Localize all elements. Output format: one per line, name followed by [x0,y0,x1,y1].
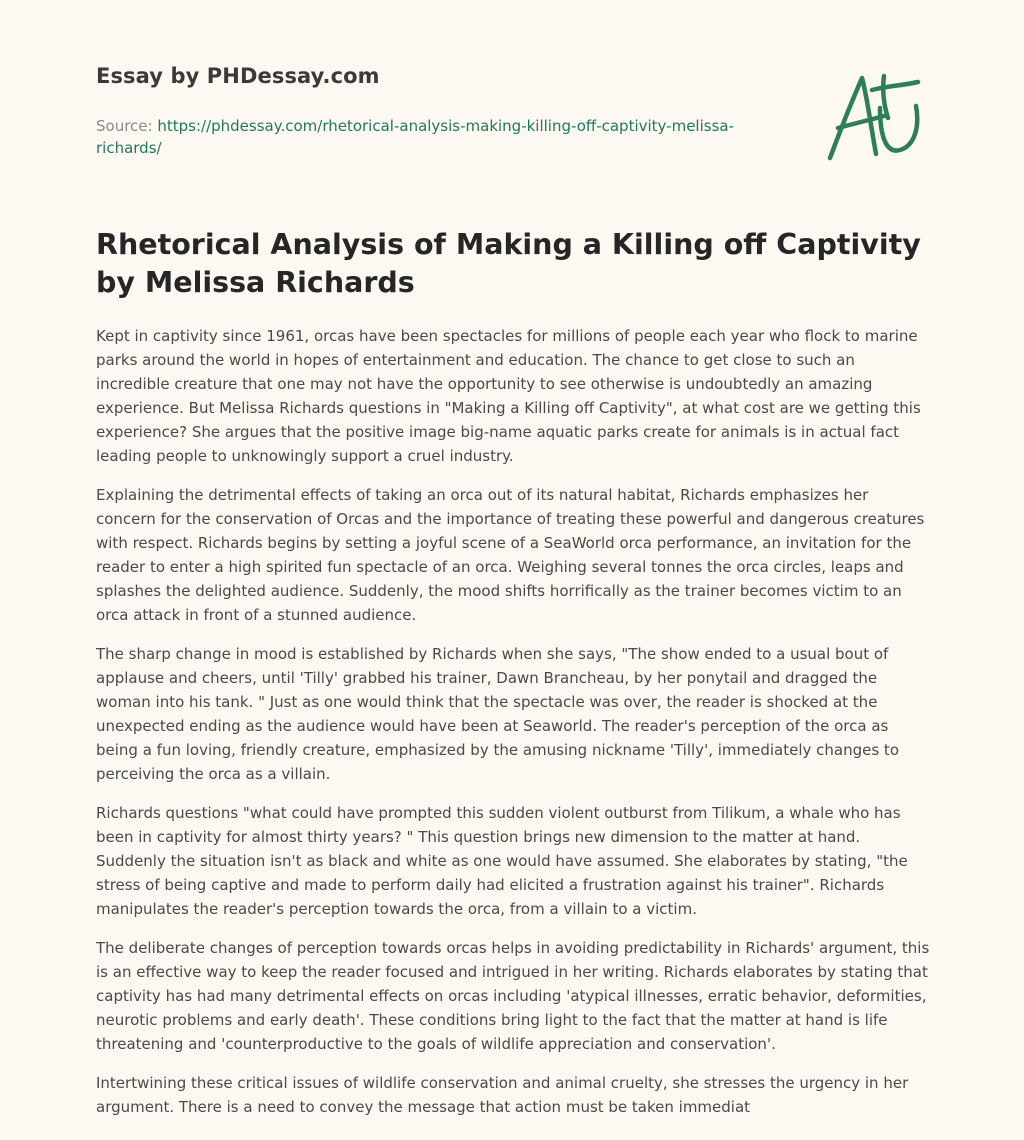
source-label: Source: [96,117,153,135]
essay-paragraph: Kept in captivity since 1961, orcas have been spectacles for millions of people each year who flock to marine parks around the world in hopes of entertainment and education. The chance to get close to such an incredible creature that one may not have the opportunity to see otherwise is undoubtedly an amazing experience. But Melissa Richards questions in "Making a Killing off Captivity", at what cost are we getting this experience? She argues that the positive image big-name aquatic parks create for animals is in actual fact leading people to unknowingly support a cruel industry. [96,327,921,465]
source-link-line-1: https://phdessay.com/rhetorical-analysis-making-killing-off-captivity-melissa- [157,117,734,135]
a-plus-grade-icon [820,66,930,166]
essay-title: Rhetorical Analysis of Making a Killing off Captivity by Melissa Richards [96,228,921,299]
essay-header [96,64,756,159]
essay-paragraph: The sharp change in mood is established by Richards when she says, "The show ended to a usual bout of applause and cheers, until 'Tilly' grabbed his trainer, Dawn Brancheau, by her ponytail and dragged the woman into his tank. " Just as one would think that the spectacle was over, the reader is shocked at the unexpected ending as the audience would have been at Seaworld. The reader's perception of the orca as being a fun loving, friendly creature, emphasized by the amusing nickname 'Tilly', immediately changes to perceiving the orca as a villain. [96,645,899,783]
essay-paragraph: The deliberate changes of perception towards orcas helps in avoiding predictability in Richards' argument, this is an effective way to keep the reader focused and intrigued in her writing. Richards elaborates by stating that captivity has had many detrimental effects on orcas including 'atypical illnesses, erratic behavior, deformities, neurotic problems and early death'. These conditions bring light to the fact that the matter at hand is life threatening and 'counterproductive to the goals of wildlife appreciation and conservation'. [96,939,930,1053]
site-brand: Essay by PHDessay.com [96,64,380,88]
essay-paragraph: Intertwining these critical issues of wildlife conservation and animal cruelty, she stresses the urgency in her argument. There is a need to convey the message that action must be taken immediat [96,1074,909,1116]
source-line [96,115,756,159]
essay-body [96,324,931,1134]
essay-paragraph: Explaining the detrimental effects of taking an orca out of its natural habitat, Richards emphasizes her concern for the conservation of Orcas and the importance of treating these powerful and dangerous creatures with respect. Richards begins by setting a joyful scene of a SeaWorld orca performance, an invitation for the reader to enter a high spirited fun spectacle of an orca. Weighing several tonnes the orca circles, leaps and splashes the delighted audience. Suddenly, the mood shifts horrifically as the trainer becomes victim to an orca attack in front of a stunned audience. [96,486,925,624]
source-link-line-2: richards/ [96,139,162,157]
source-link[interactable] [96,117,734,157]
essay-paragraph: Richards questions "what could have prompted this sudden violent outburst from Tilikum, a whale who has been in captivity for almost thirty years? " This question brings new dimension to the matter at hand. Suddenly the situation isn't as black and white as one would have assumed. She elaborates by stating, "the stress of being captive and made to perform daily had elicited a frustration against his trainer". Richards manipulates the reader's perception towards the orca, from a villain to a victim. [96,804,908,918]
